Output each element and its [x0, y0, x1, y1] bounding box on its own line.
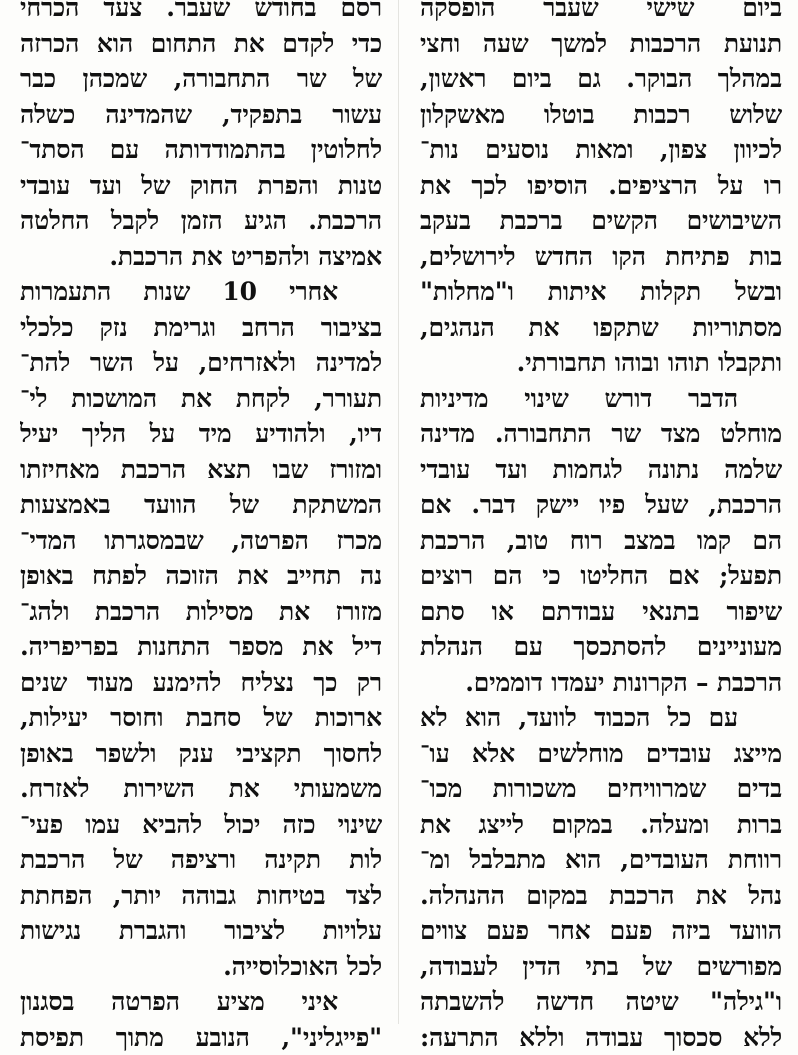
text-line: בות פתיחת הקו החדש לירושלים, [420, 239, 782, 275]
text-line: המשתקת של הוועד באמצעות [20, 487, 382, 523]
text-line: רווחת העובדים, הוא מתבלבל ומ־ [420, 842, 782, 878]
paragraph-start: איני מציע הפרטה בסגנון [20, 984, 382, 1020]
text-line: ו"גילה" שיטה חדשה להשבתה [420, 984, 782, 1020]
text-line: ברות ומעלה. במקום לייצג את [420, 807, 782, 843]
text-line: תעורר, לקחת את המושכות לי־ [20, 381, 382, 417]
text-line: מעוניינים להסתכסך עם הנהלת [420, 629, 782, 665]
text-line: ביום שישי שעבר הופסקה [420, 0, 782, 26]
text-line: כדי לקדם את התחום הוא הכרזה [20, 26, 382, 62]
text-line: ותקבלו תוהו ובוהו תחבורתי. [420, 345, 782, 381]
text-line: של שר התחבורה, שמכהן כבר [20, 61, 382, 97]
text-line: מזורז את מסילות הרכבת ולהג־ [20, 594, 382, 630]
text-line: לכל האוכלוסייה. [20, 949, 382, 985]
text-line: מוחלט מצד שר התחבורה. מדינה [420, 416, 782, 452]
text-line: דיו, ולהודיע מיד על הליך יעיל [20, 416, 382, 452]
text-line: הרכבת, שעל פיו יישק דבר. אם [420, 487, 782, 523]
text-line: ללא סכסוך עבודה וללא התרעה: [420, 1020, 782, 1055]
text-line: עשור בתפקיד, שהמדינה כשלה [20, 97, 382, 133]
text-line: לות תקינה ורציפה של הרכבת [20, 842, 382, 878]
text-line: הרכבת – הקרונות יעמדו דוממים. [420, 665, 782, 701]
text-line: נהל את הרכבת במקום ההנהלה. [420, 878, 782, 914]
text-line: לכיוון צפון, ומאות נוסעים נות־ [420, 132, 782, 168]
text-line: לצד בטיחות גבוהה יותר, הפחתת [20, 878, 382, 914]
text-line: ומזורז שבו תצא הרכבת מאחיזתו [20, 452, 382, 488]
text-line: שלמה נתונה לגחמות ועד עובדי [420, 452, 782, 488]
text-line: הם קמו במצב רוח טוב, הרכבת [420, 523, 782, 559]
text-line: במהלך הבוקר. גם ביום ראשון, [420, 61, 782, 97]
text-line: הוועד ביזה פעם אחר פעם צווים [420, 913, 782, 949]
text-line: "פייגליני", הנובע מתוך תפיסת [20, 1020, 382, 1055]
text-line: אמיצה ולהפריט את הרכבת. [20, 239, 382, 275]
text-line: שלוש רכבות בוטלו מאשקלון [420, 97, 782, 133]
article-column-right [420, 0, 782, 1055]
text-line: רו על הרציפים. הוסיפו לכך את [420, 168, 782, 204]
text-line: בציבור הרחב וגרימת נזק כלכלי [20, 310, 382, 346]
text-line: לחסוך תקציבי ענק ולשפר באופן [20, 736, 382, 772]
text-line: הרכבת. הגיע הזמן לקבל החלטה [20, 203, 382, 239]
text-line: תנועת הרכבות למשך שעה וחצי [420, 26, 782, 62]
text-line: מכרז הפרטה, שבמסגרתו המדי־ [20, 523, 382, 559]
text-line: שיפור בתנאי עבודתם או סתם [420, 594, 782, 630]
text-line: עלויות לציבור והגברת נגישות [20, 913, 382, 949]
text-line: מסתוריות שתקפו את הנהגים, [420, 310, 782, 346]
text-line: דיל את מספר התחנות בפריפריה. [20, 629, 382, 665]
text-line: מייצג עובדים מוחלשים אלא עו־ [420, 736, 782, 772]
text-line: מפורשים של בתי הדין לעבודה, [420, 949, 782, 985]
text-line: טנות והפרת החוק של ועד עובדי [20, 168, 382, 204]
text-line: רסם בחודש שעבר. צעד הכרחי [20, 0, 382, 26]
text-line: ובשל תקלות איתות ו"מחלות" [420, 274, 782, 310]
text-line: השיבושים הקשים ברכבת בעקב [420, 203, 782, 239]
text-line: נה תחייב את הזוכה לפתח באופן [20, 558, 382, 594]
column-divider [398, 0, 399, 1024]
text-line: תפעל; אם החליטו כי הם רוצים [420, 558, 782, 594]
paragraph-start: עם כל הכבוד לוועד, הוא לא [420, 700, 782, 736]
text-line: שינוי כזה יכול להביא עמו פעי־ [20, 807, 382, 843]
text-line: למדינה ולאזרחים, על השר להת־ [20, 345, 382, 381]
paragraph-start: הדבר דורש שינוי מדיניות [420, 381, 782, 417]
paragraph-start: אחרי 10 שנות התעמרות [20, 274, 382, 310]
text-line: בדים שמרוויחים משכורות מכו־ [420, 771, 782, 807]
text-line: ארוכות של סחבת וחוסר יעילות, [20, 700, 382, 736]
text-line: משמעותי את השירות לאזרח. [20, 771, 382, 807]
text-line: לחלוטין בהתמודדותה עם הסתד־ [20, 132, 382, 168]
article-column-left [20, 0, 382, 1055]
text-line: רק כך נצליח להימנע מעוד שנים [20, 665, 382, 701]
